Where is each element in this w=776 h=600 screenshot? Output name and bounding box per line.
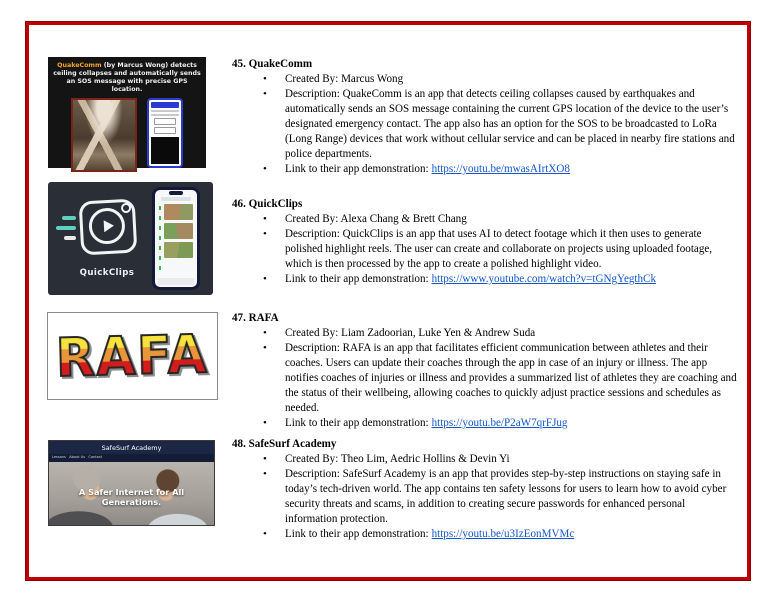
collapsed-ceiling-photo [71, 98, 137, 172]
video-thumbnail [164, 204, 193, 220]
entry-text-block [232, 197, 740, 287]
document-page [26, 22, 750, 580]
app-entry-47 [29, 311, 747, 436]
quickclips-thumbnail [48, 182, 213, 295]
phone-header-bar [151, 102, 179, 108]
speed-dash [64, 236, 76, 240]
created-by-item [232, 72, 740, 87]
phone-map-area [151, 137, 179, 164]
safesurf-site-title: SafeSurf Academy [49, 441, 214, 454]
phone-button [154, 127, 176, 134]
description-item [232, 341, 740, 416]
created-by-text: Created By: Theo Lim, Aedric Hollins & Devin Yi [285, 453, 510, 465]
entry-title: 47. RAFA [232, 312, 279, 324]
created-by-text: Created By: Marcus Wong [285, 73, 404, 85]
app-entry-46 [29, 182, 747, 307]
demo-link-label: Link to their app demonstration: [285, 528, 429, 540]
phone-button [154, 118, 176, 125]
entry-bullet-list [232, 452, 740, 542]
demo-link[interactable]: https://youtu.be/mwasAIrtXO8 [431, 163, 570, 175]
created-by-text: Created By: Liam Zadoorian, Luke Yen & Andrew Suda [285, 327, 536, 339]
quakecomm-thumbnail [48, 57, 206, 168]
camera-flash-dot [121, 203, 132, 214]
safesurf-hero-photo [49, 462, 214, 525]
play-icon [104, 220, 115, 233]
demo-link-label: Link to their app demonstration: [285, 417, 429, 429]
speed-dash [62, 216, 76, 220]
app-entry-45 [29, 57, 747, 182]
demo-link-label: Link to their app demonstration: [285, 273, 429, 285]
entry-text-block [232, 311, 740, 431]
entry-bullet-list [232, 72, 740, 177]
quickclips-logo-icon [79, 199, 138, 256]
description-text: Description: QuakeComm is an app that detects ceiling collapses caused by earthquakes and automatically sends an SOS message containing the current GPS location of the device to the user’s designated emergency contact. The app also has an option for the SOS to be broadcasted to LoRa (Long Range) devices that work without cellular service and can be placed in nearby fire stations and police departments. [285, 88, 735, 160]
video-thumbnail [164, 223, 193, 239]
created-by-item [232, 452, 740, 467]
description-item [232, 467, 740, 527]
timeline-rail [159, 206, 161, 275]
description-text: Description: SafeSurf Academy is an app that provides step-by-step instructions on staying safe in today’s tech-driven world. The app contains ten safety lessons for users to learn how to avoid cyber security threats and scams, in addition to creating secure passwords for enhanced personal information protection. [285, 468, 727, 525]
demo-link-item [232, 527, 740, 542]
created-by-item [232, 326, 740, 341]
demo-link-item [232, 416, 740, 431]
safesurf-thumbnail [48, 440, 215, 526]
description-text: Description: QuickClips is an app that uses AI to detect footage which it then uses to generate polished highlight reels. The user can create and collaborate on projects using uploaded footage, which is then processed by the app to create a polished highlight video. [285, 228, 713, 270]
created-by-text: Created By: Alexa Chang & Brett Chang [285, 213, 467, 225]
rafa-logo-text: RAFA [55, 323, 210, 389]
quakecomm-brand-text: QuakeComm [57, 62, 102, 69]
quakecomm-app-screenshot [147, 98, 183, 168]
phone-text-line [151, 110, 179, 112]
demo-link[interactable]: https://youtu.be/P2aW7qrFJug [431, 417, 568, 429]
entry-text-block [232, 57, 740, 177]
demo-link-item [232, 162, 740, 177]
entry-title: 45. QuakeComm [232, 58, 313, 70]
quickclips-app-screenshot [152, 187, 200, 290]
app-entry-48 [29, 437, 747, 557]
demo-link[interactable]: https://www.youtube.com/watch?v=tGNgYegthCk [431, 273, 656, 285]
phone-text-line [151, 114, 179, 116]
demo-link[interactable]: https://youtu.be/u3IzEonMVMc [431, 528, 575, 540]
demo-link-label: Link to their app demonstration: [285, 163, 429, 175]
phone-bottom-bar [158, 278, 194, 285]
speed-dash [56, 226, 76, 230]
entry-title: 46. QuickClips [232, 198, 303, 210]
safesurf-nav-links: Lessons About Us Contact [49, 454, 214, 462]
video-thumbnail [164, 242, 193, 258]
description-text: Description: RAFA is an app that facilitates efficient communication between athletes and their coaches. Users can update their coaches through the app in case of an injury or illness. The app notifies coaches of injuries or illness and provides a summarized list of athletes they are coaching and the status of their wellbeing, allowing coaches to quickly adjust practice sessions and schedules as needed. [285, 342, 737, 414]
entry-bullet-list [232, 326, 740, 431]
entry-text-block [232, 437, 740, 542]
quakecomm-caption [52, 62, 202, 94]
safesurf-tagline: A Safer Internet for All Generations. [78, 487, 185, 507]
phone-title-line [161, 197, 191, 201]
demo-link-item [232, 272, 740, 287]
rafa-thumbnail [47, 312, 218, 400]
description-item [232, 227, 740, 272]
phone-notch [169, 191, 183, 195]
quakecomm-caption-text: (by Marcus Wong) detects ceiling collapses and automatically sends an SOS message with precise GPS location. [53, 62, 201, 94]
camera-lens-circle [88, 207, 126, 245]
entry-bullet-list [232, 212, 740, 287]
quickclips-logo-label: QuickClips [79, 268, 135, 278]
description-item [232, 87, 740, 162]
quakecomm-media-row [52, 98, 202, 172]
entry-title: 48. SafeSurf Academy [232, 438, 337, 450]
created-by-item [232, 212, 740, 227]
